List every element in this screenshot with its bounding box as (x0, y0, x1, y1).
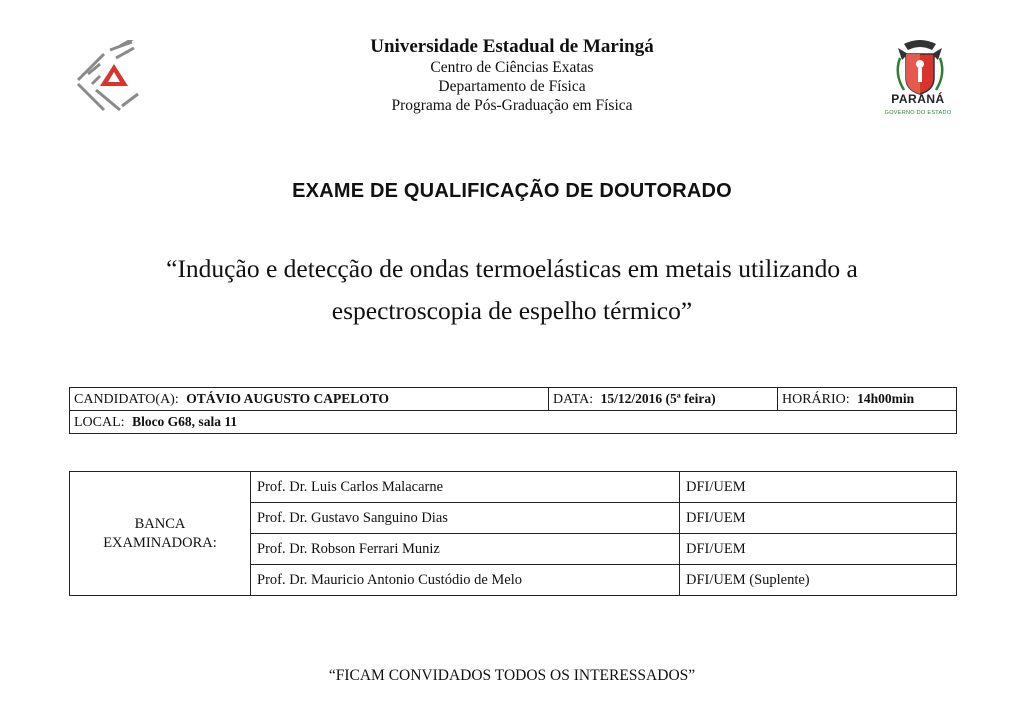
location-label: LOCAL: (74, 414, 125, 430)
examining-board-label (70, 472, 251, 596)
examining-board-table (69, 471, 957, 596)
member-name: Prof. Dr. Gustavo Sanguino Dias (251, 503, 680, 534)
date-value: 15/12/2016 (5ª feira) (600, 390, 716, 406)
uem-logo (70, 40, 146, 116)
invitation-text: “FICAM CONVIDADOS TODOS OS INTERESSADOS” (328, 667, 696, 684)
center-name: Centro de Ciências Exatas (430, 59, 594, 76)
banca-label-line2: EXAMINADORA: (103, 534, 217, 551)
location-value: Bloco G68, sala 11 (132, 413, 238, 429)
time-cell (778, 388, 957, 411)
member-name: Prof. Dr. Mauricio Antonio Custódio de Melo (251, 565, 680, 596)
location-cell (70, 411, 957, 434)
institution-header (260, 36, 764, 115)
department-name: Departamento de Física (438, 78, 586, 95)
candidate-label: CANDIDATO(A): (74, 391, 179, 407)
parana-logo-subtitle: GOVERNO DO ESTADO (884, 110, 952, 116)
member-institution: DFI/UEM (680, 534, 957, 565)
date-cell (549, 388, 778, 411)
table-row (70, 472, 957, 503)
parana-logo-text: PARANÁ (891, 92, 945, 106)
candidate-cell (70, 388, 549, 411)
exam-info-table (69, 387, 957, 434)
time-label: HORÁRIO: (782, 391, 850, 407)
university-name: Universidade Estadual de Maringá (370, 36, 654, 57)
info-row-location (70, 411, 957, 434)
member-institution: DFI/UEM (680, 503, 957, 534)
time-value: 14h00min (857, 390, 915, 406)
member-institution: DFI/UEM (Suplente) (680, 565, 957, 596)
info-row-main (70, 388, 957, 411)
candidate-name: OTÁVIO AUGUSTO CAPELOTO (186, 390, 390, 406)
program-name: Programa de Pós-Graduação em Física (391, 97, 633, 114)
parana-coat-of-arms-icon (880, 34, 960, 122)
member-name: Prof. Dr. Robson Ferrari Muniz (251, 534, 680, 565)
member-institution: DFI/UEM (680, 472, 957, 503)
exam-title: EXAME DE QUALIFICAÇÃO DE DOUTORADO (292, 180, 732, 202)
member-name: Prof. Dr. Luis Carlos Malacarne (251, 472, 680, 503)
date-label: DATA: (553, 391, 594, 407)
banca-label-line1: BANCA (134, 515, 186, 532)
thesis-title: “Indução e detecção de ondas termoelásticas em metais utilizando a espectroscopia de espelho térmico” (166, 254, 858, 325)
